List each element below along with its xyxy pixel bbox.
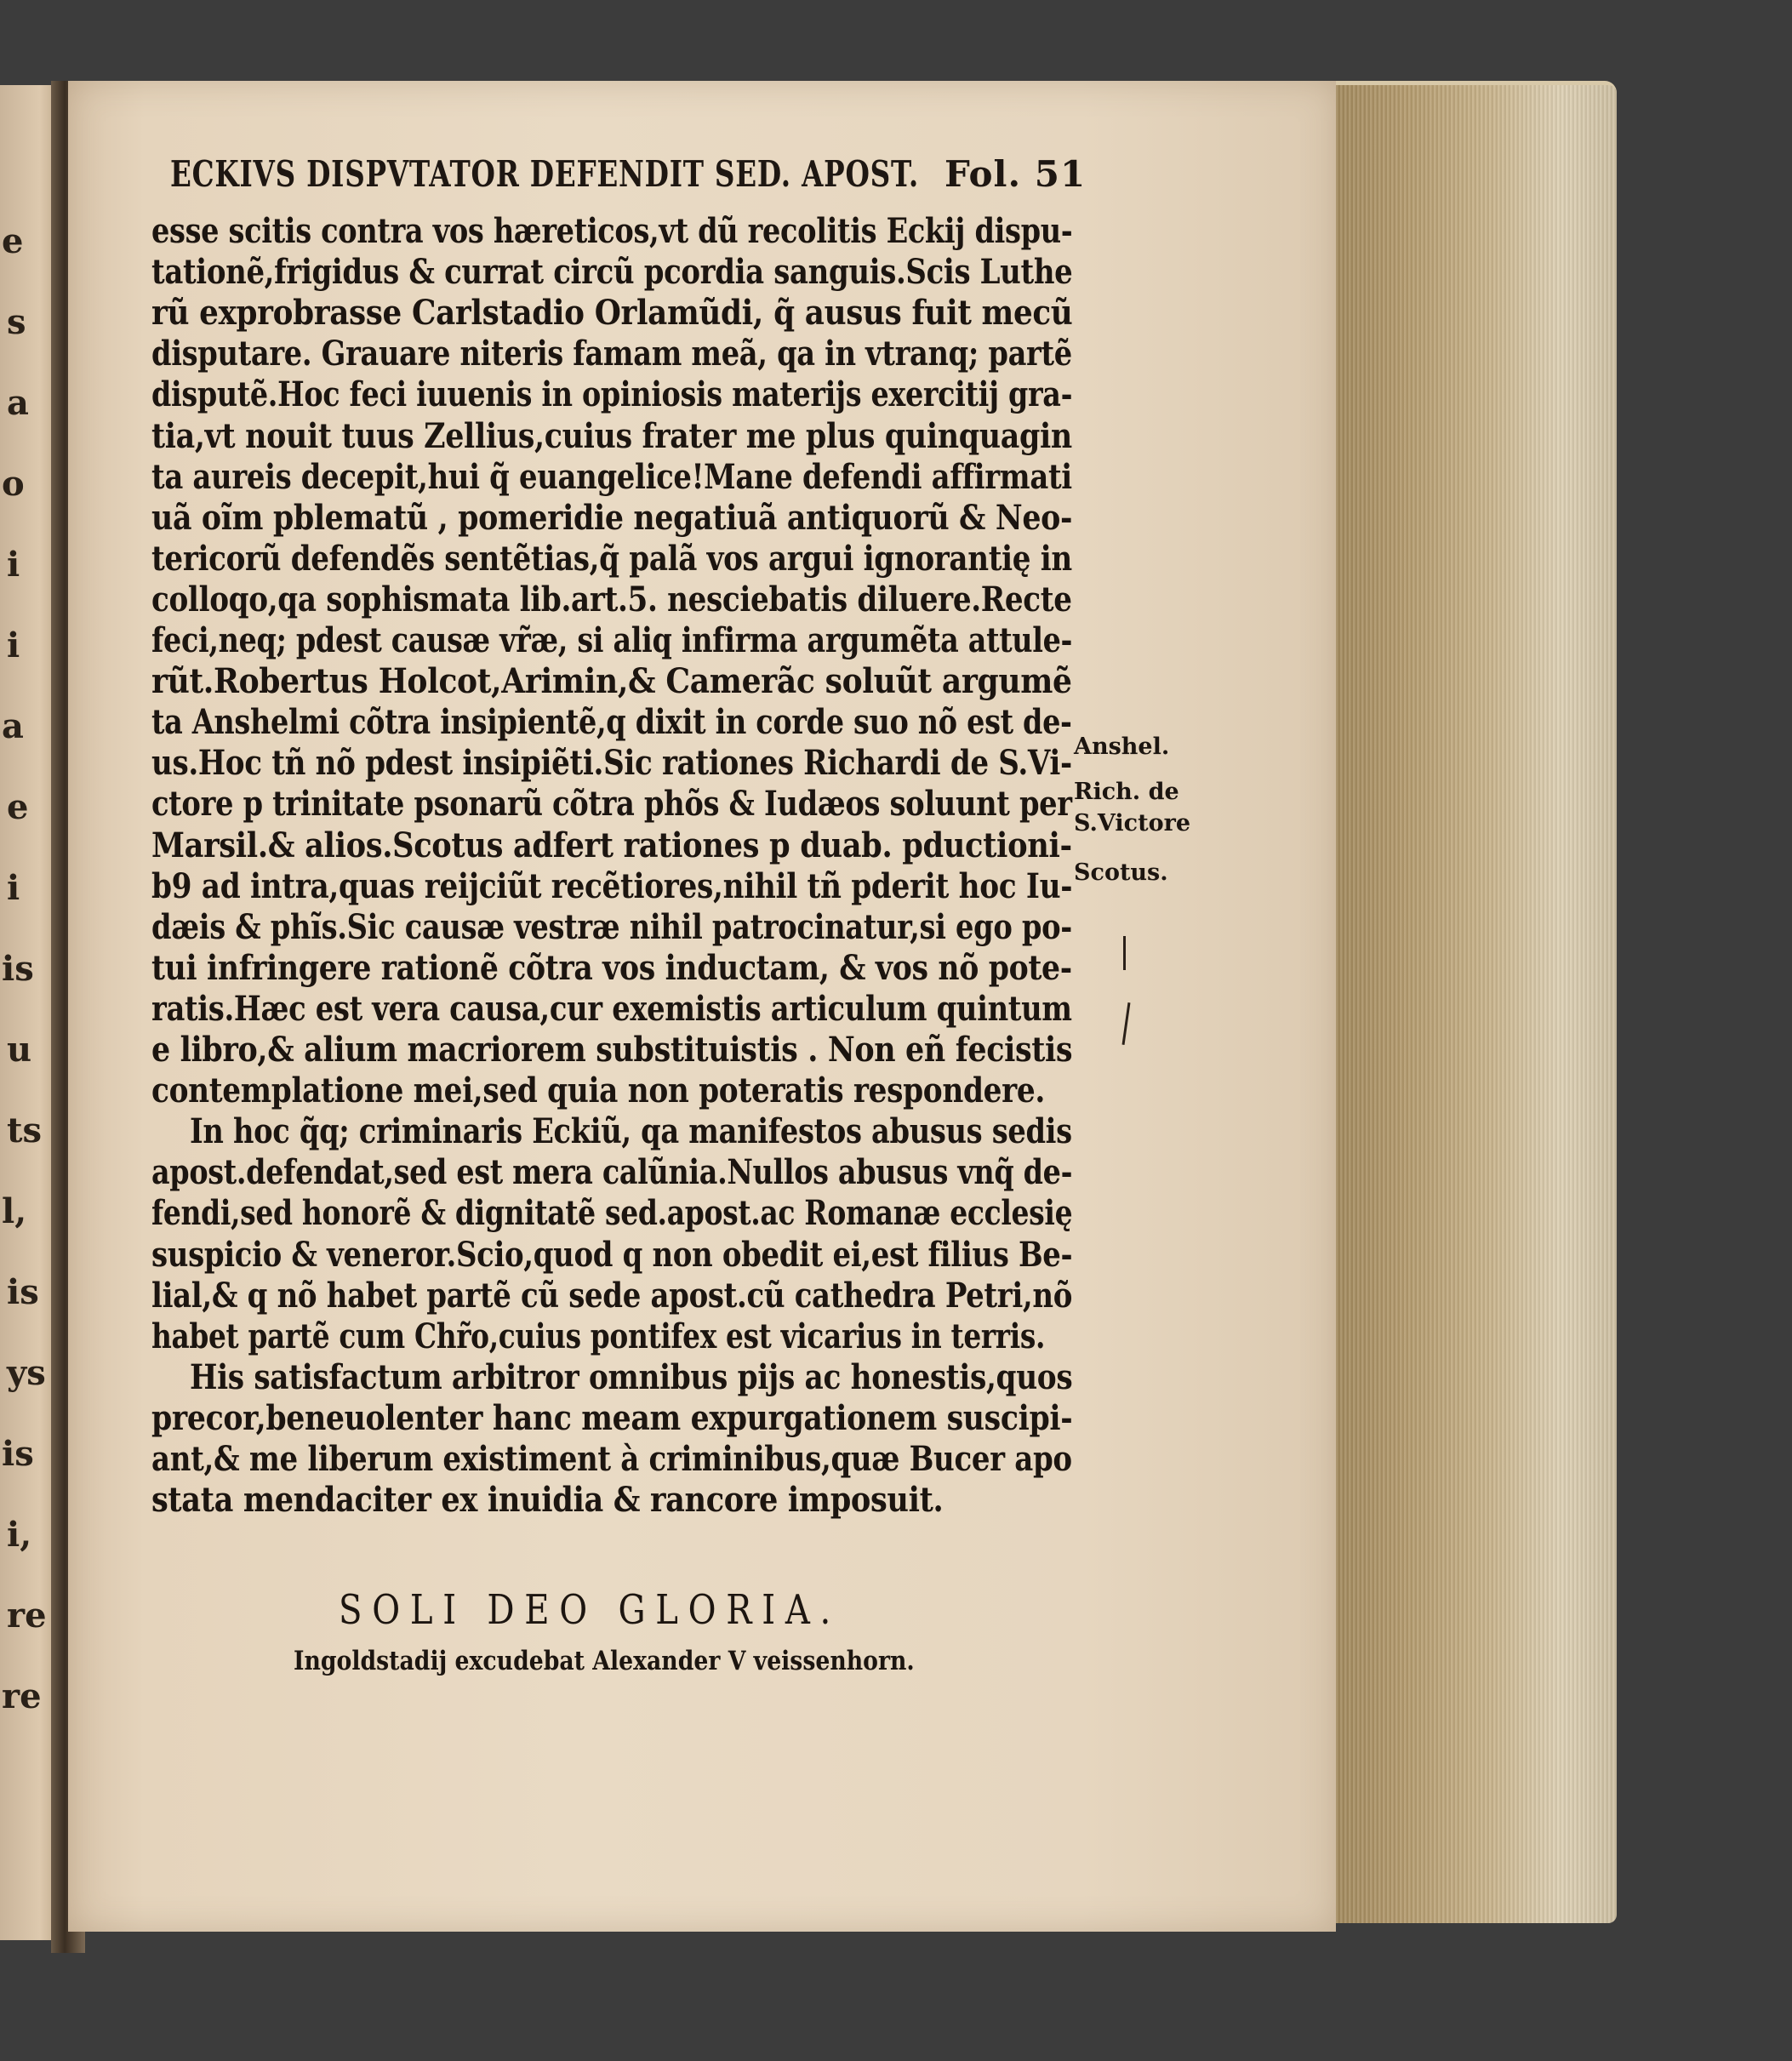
text-line: dæis & phĩs.Sic causæ vestræ nihil patrocinatur,si ego po- — [151, 906, 1072, 947]
previous-page-fragment: e — [2, 221, 24, 261]
text-line: rũ exprobrasse Carlstadio Orlamũdi, q̃ ausus fuit mecũ — [151, 293, 1073, 334]
previous-page-fragment: u — [7, 1030, 32, 1070]
text-line: rũt.Robertus Holcot,Arimin,& Camerãc soluũt argumẽ — [151, 661, 1072, 702]
text-line: esse scitis contra vos hæreticos,vt dũ recolitis Eckij dispu- — [151, 211, 1073, 251]
previous-page-fragment: i — [7, 625, 20, 665]
previous-page-fragment: ys — [7, 1353, 46, 1393]
marginal-note: Scotus. — [1074, 859, 1168, 886]
text-line: tia,vt nouit tuus Zellius,cuius frater me plus quinquagin — [151, 415, 1072, 456]
text-line: ta Anshelmi cõtra insipientẽ,q dixit in corde suo nõ est de- — [151, 702, 1072, 743]
text-line: His satisfactum arbitror omnibus pijs ac honestis,quos — [190, 1356, 1073, 1397]
previous-page-fragment: re — [2, 1676, 42, 1716]
text-line: In hoc q̃q; criminaris Eckiũ, qa manifestos abusus sedis — [190, 1111, 1072, 1152]
text-line: Marsil.& alios.Scotus adfert rationes p duab. pductioni- — [151, 825, 1072, 865]
text-line: us.Hoc tñ nõ pdest insipiẽti.Sic rationes Richardi de S.Vi- — [151, 743, 1072, 784]
text-line: feci,neq; pdest causæ vr̃æ, si aliq infirma argumẽta attule- — [151, 620, 1073, 660]
text-line: ta aureis decepit,hui q̃ euangelice!Mane defendi affirmati — [151, 456, 1072, 497]
text-line: colloqo,qa sophismata lib.art.5. nesciebatis diluere.Recte — [151, 579, 1072, 619]
previous-page-fragment: re — [7, 1596, 47, 1636]
text-line: precor,beneuolenter hanc meam expurgationem suscipi- — [151, 1397, 1073, 1438]
text-line: tericorũ defendẽs sentẽtias,q̃ palã vos argui ignorantię in — [151, 538, 1072, 579]
previous-page-fragment: ts — [7, 1110, 42, 1150]
folio-number: Fol. 51 — [945, 153, 1087, 195]
previous-page-fragment: i, — [7, 1515, 32, 1555]
text-line: suspicio & veneror.Scio,quod q non obedit ei,est filius Be- — [151, 1234, 1073, 1275]
marginal-note: Anshel. — [1074, 734, 1170, 760]
previous-page-fragment: a — [7, 383, 29, 423]
text-line: stata mendaciter ex inuidia & rancore imposuit. — [151, 1480, 944, 1521]
text-line: ctore p trinitate psonarũ cõtra phõs & Iudæos soluunt per — [151, 784, 1072, 825]
previous-page-fragment: l, — [2, 1191, 27, 1231]
page-block-fore-edge — [1336, 85, 1617, 1923]
previous-page-fragment: a — [2, 706, 24, 746]
previous-page-fragment: is — [2, 1434, 34, 1474]
marginal-note: Rich. de — [1074, 779, 1179, 805]
marginal-note: S.Victore — [1074, 810, 1190, 836]
text-line: uã oĩm pblematũ , pomeridie negatiuã antiquorũ & Neo- — [151, 497, 1073, 538]
text-line: tui infringere rationẽ cõtra vos inductam, & vos nõ pote- — [151, 947, 1072, 988]
text-line: apost.defendat,sed est mera calũnia.Nullos abusus vnq̃ de- — [151, 1152, 1073, 1193]
text-line: tationẽ,frigidus & currat circũ pcordia sanguis.Scis Luthe — [151, 252, 1073, 293]
previous-page-fragment: is — [2, 949, 34, 989]
text-line: ant,& me liberum existiment à criminibus,quæ Bucer apo — [151, 1439, 1072, 1479]
previous-page-fragment: s — [7, 302, 26, 342]
previous-page-fragment: i — [7, 868, 20, 908]
text-line: disputẽ.Hoc feci iuuenis in opiniosis materijs exercitij gra- — [151, 374, 1073, 415]
previous-page-fragment: o — [2, 464, 25, 504]
previous-page-fragment: e — [7, 787, 29, 827]
ink-mark — [1123, 936, 1126, 970]
text-line: fendi,sed honorẽ & dignitatẽ sed.apost.ac Romanæ ecclesię — [151, 1193, 1073, 1234]
text-line: habet partẽ cum Chr̃o,cuius pontifex est vicarius in terris. — [151, 1316, 1046, 1356]
text-line: ratis.Hæc est vera causa,cur exemistis articulum quintum — [151, 988, 1072, 1029]
text-line: b9 ad intra,quas reijciũt recẽtiores,nihil tñ pderit hoc Iu- — [151, 865, 1073, 906]
running-title: ECKIVS DISPVTATOR DEFENDIT SED. APOST. — [170, 153, 919, 195]
text-line: disputare. Grauare niteris famam meã, qa in vtranq; partẽ — [151, 334, 1072, 374]
text-line: e libro,& alium macriorem substituistis . Non eñ fecistis — [151, 1030, 1073, 1070]
text-line: lial,& q nõ habet partẽ cũ sede apost.cũ cathedra Petri,nõ — [151, 1275, 1073, 1316]
closing-line: SOLI DEO GLORIA. — [339, 1586, 842, 1634]
text-line: contemplatione mei,sed quia non poteratis respondere. — [151, 1070, 1045, 1111]
running-header — [170, 153, 1089, 195]
previous-page-fragment: is — [7, 1272, 39, 1312]
previous-page-fragment: i — [7, 545, 20, 585]
colophon: Ingoldstadij excudebat Alexander V veissenhorn. — [294, 1646, 915, 1676]
